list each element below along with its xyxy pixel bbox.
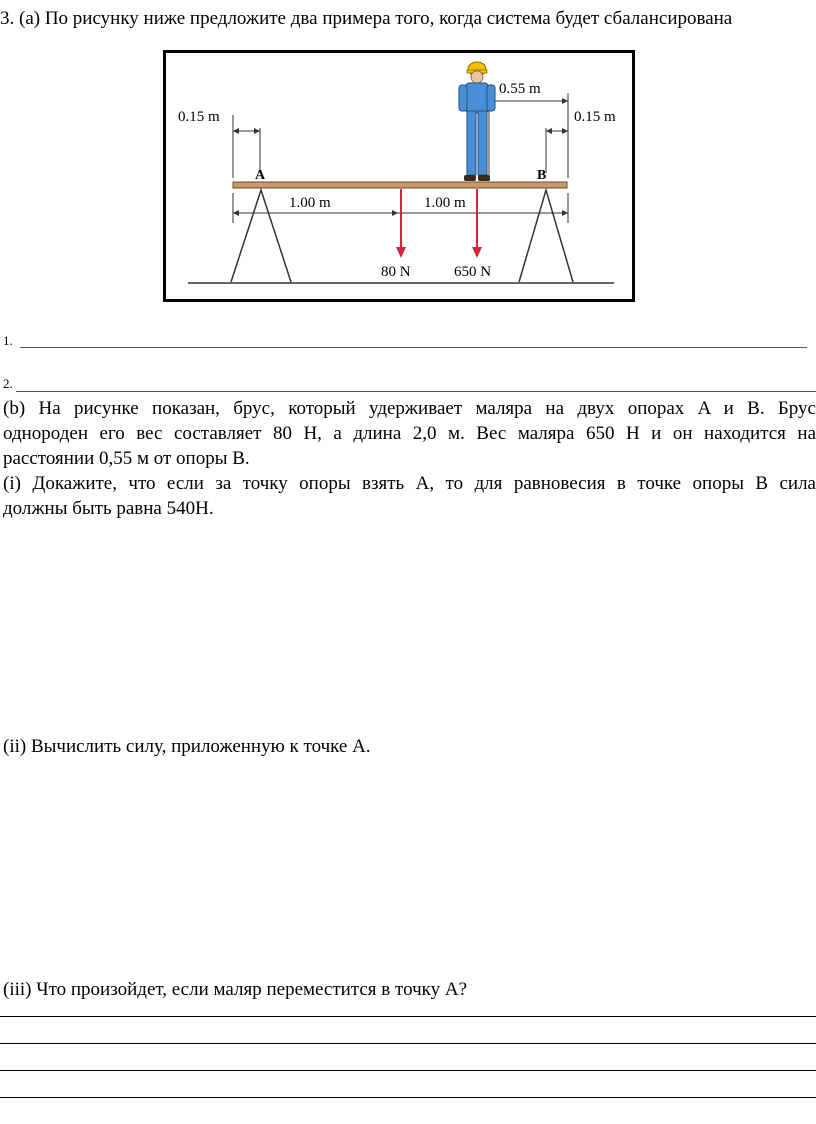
label-support-a: A	[255, 168, 266, 183]
part-i-line-2: должны быть равна 540Н.	[3, 498, 214, 519]
question-b-line-1: (b) На рисунке показан, брус, который удерживает маляра на двух опорах A и B. Брус	[3, 398, 816, 419]
label-support-b: B	[537, 168, 547, 183]
figure-beam-diagram	[163, 50, 635, 302]
answer-line-iii-3[interactable]	[0, 1070, 816, 1071]
label-left-overhang: 0.15 m	[178, 109, 220, 125]
support-b	[519, 190, 573, 282]
question-b-line-3: расстоянии 0,55 м от опоры B.	[3, 448, 250, 469]
part-ii-text: (ii) Вычислить силу, приложенную к точке A.	[3, 736, 371, 757]
answer-label-1: 1.	[3, 333, 13, 348]
label-dist-right: 1.00 m	[424, 195, 466, 211]
part-iii-text: (iii) Что произойдет, если маляр переместится в точку A?	[3, 979, 467, 1000]
answer-line-iii-1[interactable]	[0, 1016, 816, 1017]
support-a	[231, 190, 291, 282]
answer-label-2: 2.	[3, 376, 13, 391]
label-right-overhang: 0.15 m	[574, 109, 616, 125]
label-dist-left: 1.00 m	[289, 195, 331, 211]
question-a-text: 3. (a) По рисунку ниже предложите два примера того, когда система будет сбалансирована	[0, 8, 733, 29]
answer-line-1[interactable]	[20, 347, 807, 348]
part-i-line-1: (i) Докажите, что если за точку опоры взять A, то для равновесия в точке опоры B сила	[3, 473, 816, 494]
answer-line-iii-4[interactable]	[0, 1097, 816, 1098]
answer-line-iii-2[interactable]	[0, 1043, 816, 1044]
answer-line-2[interactable]	[16, 391, 816, 392]
plank	[233, 182, 567, 188]
painter-figure	[459, 62, 495, 181]
beam-diagram-svg	[166, 53, 632, 299]
label-painter-distance: 0.55 m	[499, 81, 541, 97]
label-force-plank: 80 N	[381, 264, 411, 280]
question-b-line-2: однороден его вес составляет 80 Н, а длина 2,0 м. Вес маляра 650 Н и он находится на	[3, 423, 816, 444]
label-force-painter: 650 N	[454, 264, 492, 280]
